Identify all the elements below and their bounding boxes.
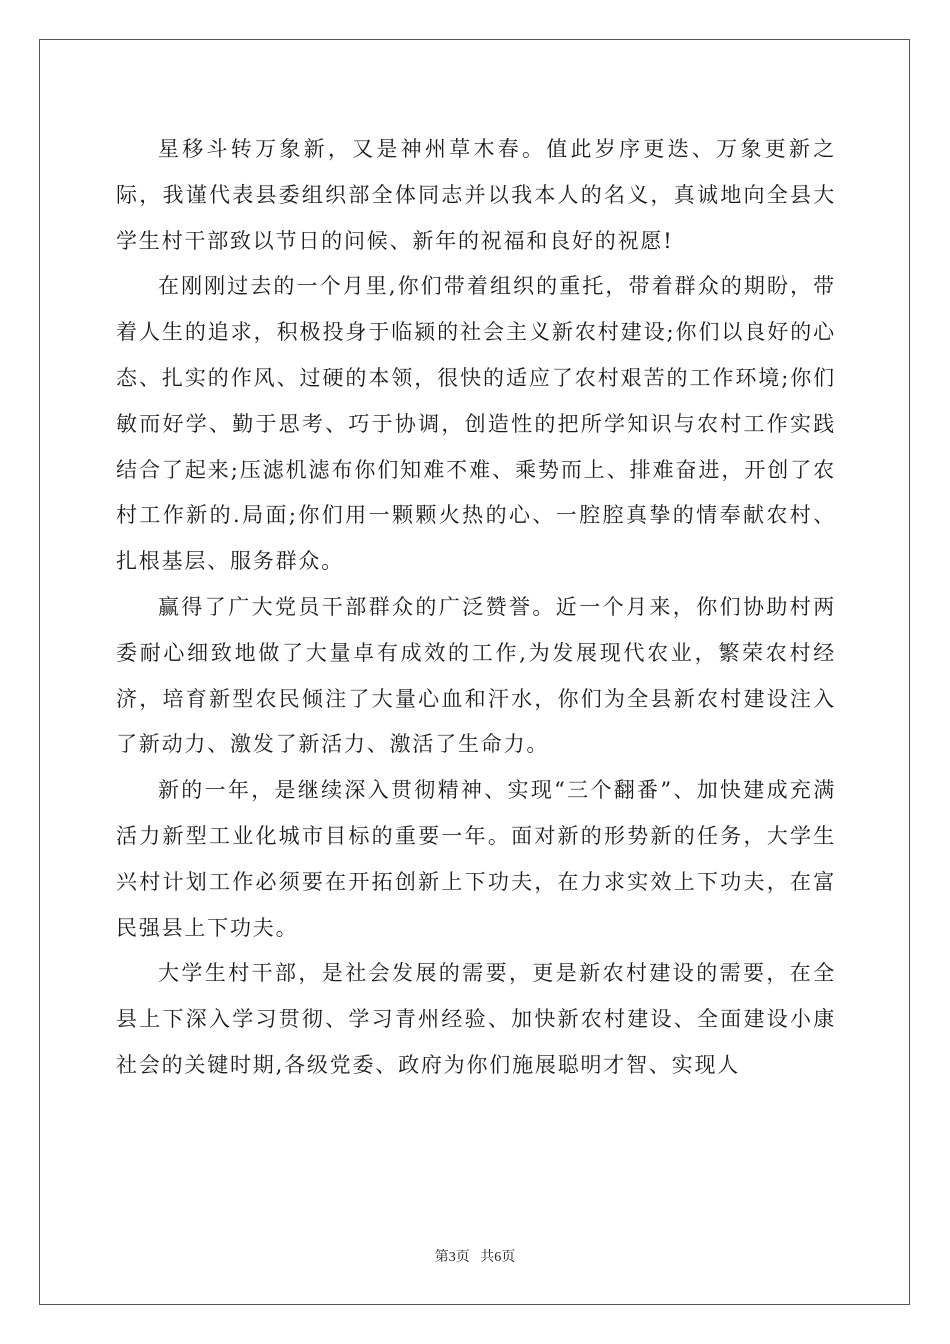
paragraph-3: 赢得了广大党员干部群众的广泛赞誉。近一个月来，你们协助村两委耐心细致地做了大量卓有成效的工作,为发展现代农业，繁荣农村经济，培育新型农民倾注了大量心血和汗水，你们为全县新农村建设注入了新动力、激发了新活力、激活了生命力。 [116,594,836,757]
document-body [116,127,836,1089]
page-number-footer: 第3页 共6页 [434,1250,516,1265]
paragraph-2: 在刚刚过去的一个月里,你们带着组织的重托，带着群众的期盼，带着人生的追求，积极投身于临颍的社会主义新农村建设;你们以良好的心态、扎实的作风、过硬的本领，很快的适应了农村艰苦的工作环境;你们敏而好学、勤于思考、巧于协调，创造性的把所学知识与农村工作实践结合了起来;压滤机滤布你们知难不难、乘势而上、排难奋进，开创了农村工作新的.局面;你们用一颗颗火热的心、一腔腔真挚的情奉献农村、扎根基层、服务群众。 [116,274,836,574]
paragraph-5: 大学生村干部，是社会发展的需要，更是新农村建设的需要，在全县上下深入学习贯彻、学习青州经验、加快新农村建设、全面建设小康社会的关键时期,各级党委、政府为你们施展聪明才智、实现人 [116,961,836,1077]
paragraph-1: 星移斗转万象新，又是神州草木春。值此岁序更迭、万象更新之际，我谨代表县委组织部全体同志并以我本人的名义，真诚地向全县大学生村干部致以节日的问候、新年的祝福和良好的祝愿! [116,137,836,253]
paragraph-4: 新的一年，是继续深入贯彻精神、实现“三个翻番”、加快建成充满活力新型工业化城市目标的重要一年。面对新的形势新的任务，大学生兴村计划工作必须要在开拓创新上下功夫，在力求实效上下功夫，在富民强县上下功夫。 [116,778,836,940]
